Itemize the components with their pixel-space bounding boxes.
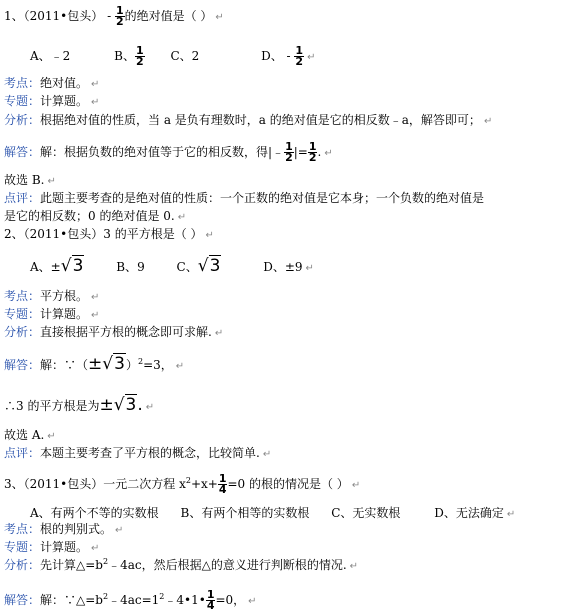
option-b: B、 $\frac{1}{2}$ [114, 44, 144, 68]
q3-jieda: 解答：解：$\because\triangle=b^2﹣4ac=1^2﹣4•1•$ $\frac{1}{4}$ =0， ↵ [4, 588, 257, 612]
q2-kaodian: 考点：平方根。 ↵ [4, 289, 100, 303]
q1-options: A、﹣2 B、 $\frac{1}{2}$ C、2 D、 - $\frac{1}{2}$ ↵ [30, 44, 316, 68]
q3-zhuanti: 专题：计算题。 ↵ [4, 540, 100, 554]
q1-jieda: 解答：解：根据负数的绝对值等于它的相反数，得|﹣ $\frac{1}{2}$ |= $\frac{1}{2}$ . ↵ [4, 140, 333, 164]
q1-dianping: 点评：此题主要考查的是绝对值的性质：一个正数的绝对值是它本身；一个负数的绝对值是 [4, 191, 485, 205]
q1-answer: 故选 B. ↵ [4, 173, 56, 187]
option-a: A、有两个不等的实数根 [30, 506, 159, 520]
option-d: D、 - $\frac{1}{2}$ [261, 44, 304, 68]
q3-fenxi: 分析：先计算$\triangle=b^2﹣4ac$，然后根据△的意义进行判断根的情况. ↵ [4, 557, 359, 572]
option-a: A、±√3 [30, 256, 84, 276]
q2-conclusion: ∴3 的平方根是为±√3. ↵ [4, 395, 155, 415]
option-b: B、9 [116, 260, 145, 274]
option-d: D、无法确定 [434, 506, 504, 520]
paragraph-mark-icon: ↵ [215, 12, 224, 23]
option-c: C、2 [170, 49, 200, 63]
q3-options: A、有两个不等的实数根 B、有两个相等的实数根 C、无实数根 D、无法确定 ↵ [30, 506, 516, 520]
fraction: $\frac{1}{2}$ [115, 4, 124, 28]
q3-stem: 3、（2011•包头）一元二次方程 $x^2+x+$ $\frac{1}{4}$ =0 的根的情况是（ ） ↵ [4, 472, 361, 496]
q2-stem: 2、（2011•包头）3 的平方根是（ ） ↵ [4, 227, 214, 241]
q1-stem: 1、（2011•包头） - $\frac{1}{2}$ 的绝对值是（ ） ↵ [4, 4, 224, 28]
q2-dianping: 点评：本题主要考查了平方根的概念，比较简单. ↵ [4, 446, 272, 460]
q1-dianping-cont: 是它的相反数；0 的绝对值是 0. ↵ [4, 209, 187, 223]
q2-zhuanti: 专题：计算题。 ↵ [4, 307, 100, 321]
q2-fenxi: 分析：直接根据平方根的概念即可求解. ↵ [4, 325, 224, 339]
option-c: C、无实数根 [331, 506, 401, 520]
q1-fenxi: 分析：根据绝对值的性质，当 a 是负有理数时，a 的绝对值是它的相反数﹣a，解答即可； ↵ [4, 113, 493, 127]
q1-zhuanti: 专题：计算题。 ↵ [4, 94, 100, 108]
q2-jieda: 解答：解：$\because(\pm√3)^2=3$， ↵ [4, 354, 185, 374]
option-d: D、±9 [263, 260, 303, 274]
option-a: A、﹣2 [30, 49, 71, 63]
option-c: C、√3 [176, 256, 221, 276]
q3-kaodian: 考点：根的判别式。 ↵ [4, 522, 124, 536]
option-b: B、有两个相等的实数根 [180, 506, 310, 520]
q2-answer: 故选 A. ↵ [4, 428, 56, 442]
q1-kaodian: 考点：绝对值。 ↵ [4, 76, 100, 90]
q2-options: A、±√3 B、9 C、√3 D、±9 ↵ [30, 256, 314, 276]
